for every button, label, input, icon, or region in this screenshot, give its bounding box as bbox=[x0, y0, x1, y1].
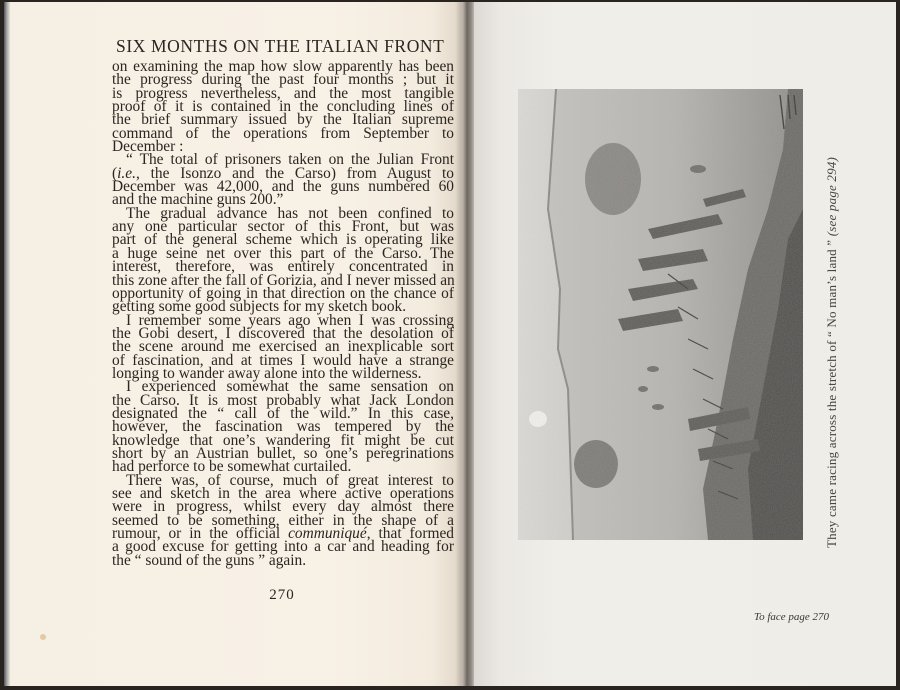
text-line: interest, therefore, was entirely concentrated in bbox=[112, 258, 454, 276]
text-line: part of the general scheme which is operating like bbox=[112, 231, 454, 249]
text-line: longing to wander away alone into the wilderness. bbox=[112, 364, 422, 382]
left-page bbox=[4, 2, 468, 686]
text-line: see and sketch in the area where active operations bbox=[112, 485, 454, 502]
page-edge bbox=[4, 2, 10, 686]
book-spine bbox=[456, 2, 476, 686]
text-line: had perforce to be somewhat curtailed. bbox=[112, 458, 352, 476]
text-line: the progress during the past four months ; but it bbox=[112, 71, 454, 89]
text-line: this zone after the fall of Gorizia, and I never missed an bbox=[112, 271, 455, 289]
text-line: short by an Austrian bullet, so one’s peregrinations bbox=[112, 444, 454, 462]
text-line: the Carso. It is most probably what Jack London bbox=[112, 391, 454, 409]
battle-sketch-illustration bbox=[518, 89, 803, 540]
text-line: I remember some years ago when I was crossing bbox=[126, 311, 454, 329]
page-number: 270 bbox=[269, 587, 295, 603]
text-line: is progress nevertheless, and the most tangible bbox=[112, 84, 454, 102]
text-line: designated the “ call of the wild.” In this case, bbox=[112, 404, 454, 422]
text-line: opportunity of going in that direction on the chance of bbox=[112, 284, 454, 302]
text-segment: ( bbox=[112, 164, 118, 182]
text-line: seemed to be something, either in the shape of a bbox=[112, 511, 454, 529]
caption-main: They came racing across the stretch of “ No man’s land ” bbox=[824, 239, 839, 548]
book-spread bbox=[4, 2, 896, 686]
text-segment: , that formed bbox=[366, 525, 454, 543]
illustration-plate bbox=[518, 89, 803, 540]
text-line: getting some good subjects for my sketch book. bbox=[112, 298, 407, 316]
text-line: December was 42,000, and the guns numbered 60 bbox=[112, 178, 454, 196]
text-line: and the machine guns 200.” bbox=[112, 191, 284, 209]
running-head: SIX MONTHS ON THE ITALIAN FRONT bbox=[116, 36, 445, 56]
text-line: “ The total of prisoners taken on the Julian Front bbox=[126, 151, 454, 169]
text-line: proof of it is contained in the concluding lines of bbox=[112, 98, 454, 116]
print-texture bbox=[518, 89, 803, 540]
text-line: of fascination, and at times I would have a strange bbox=[112, 351, 454, 369]
paper-stain bbox=[40, 634, 46, 640]
text-line: however, the fascination was tempered by the bbox=[112, 418, 454, 436]
text-line: There was, of course, much of great interest to bbox=[126, 471, 454, 489]
italic-text: i.e. bbox=[117, 164, 136, 182]
text-line: December : bbox=[112, 138, 184, 156]
text-segment: , the Isonzo and the Carso) from August to bbox=[135, 164, 454, 182]
text-line: a good excuse for getting into a car and heading for bbox=[112, 538, 454, 556]
text-line: the brief summary issued by the Italian supreme bbox=[112, 111, 454, 129]
text-line: the scene around me exercised an inexplicable sort bbox=[112, 338, 454, 356]
text-line: I experienced somewhat the same sensation on bbox=[126, 378, 454, 396]
text-line: were in progress, whilst every day almost there bbox=[112, 498, 454, 516]
text-line: a huge seine net over this part of the Carso. The bbox=[112, 244, 454, 262]
text-line: on examining the map how slow apparently has been bbox=[112, 58, 454, 75]
body-text bbox=[112, 60, 454, 567]
caption-reference: (see page 294) bbox=[824, 156, 839, 237]
text-line: The gradual advance has not been confined to bbox=[126, 204, 454, 222]
text-line: any one particular sector of this Front, but was bbox=[112, 218, 454, 236]
italic-text: communiqué bbox=[288, 525, 367, 543]
text-line: the “ sound of the guns ” again. bbox=[112, 551, 307, 569]
text-line: command of the operations from September to bbox=[112, 124, 454, 142]
text-line: the Gobi desert, I discovered that the desolation of bbox=[112, 324, 454, 342]
plate-caption bbox=[824, 157, 840, 548]
text-segment: rumour, or in the official bbox=[112, 525, 289, 543]
text-line: knowledge that one’s wandering fit might be cut bbox=[112, 431, 454, 449]
facing-page-note: To face page 270 bbox=[754, 611, 830, 623]
